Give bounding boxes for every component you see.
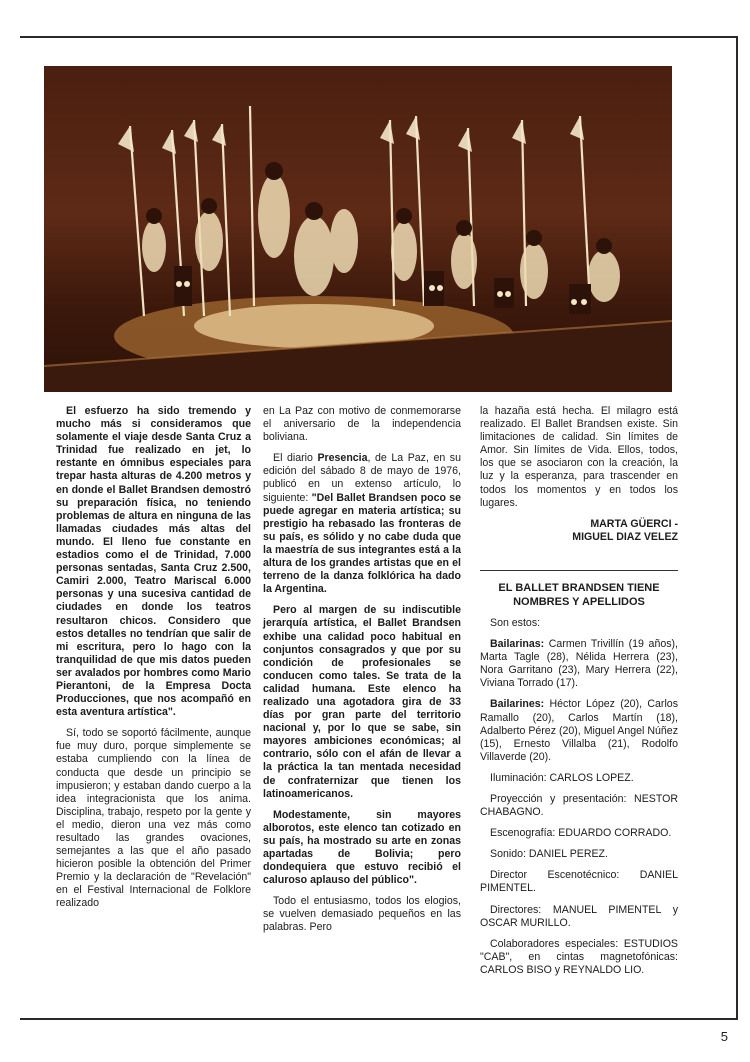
column2-paragraph-1: en La Paz con motivo de conmemorarse el aniversario de la independencia boliviana. (263, 405, 461, 444)
column2-paragraph-4: Modestamente, sin mayores alborotos, este elenco tan cotizado en su país, ha mostrado su arte en zonas apartadas de Bolivia; pero dondequiera que estuvo recibió el caluroso aplauso del público". (263, 808, 461, 887)
stage-photo-illustration (44, 66, 672, 392)
article-column-2 (263, 405, 461, 943)
female-dancers-list: Carmen Trivillín (19 años), Marta Tagle (28), Nélida Herrera (23), Nora Garritano (23), Mary Herrera (22), Viviana Torrado (17). (480, 638, 678, 690)
credit-collaborators: Colaboradores especiales: ESTUDIOS "CAB", en cintas magnetofónicas: CARLOS BISO y REYNALDO LIO. (480, 937, 678, 976)
credit-stage-director: Director Escenotécnico: DANIEL PIMENTEL. (480, 869, 678, 895)
column2-p2-middle: , de La Paz, en su edición del sábado 8 de mayo de 1976, publicó en un extenso artículo, lo siguiente: (263, 452, 461, 504)
column2-paragraph-5: Todo el entusiasmo, todos los elogios, se vuelven demasiado pequeños en las palabras. Pero (263, 895, 461, 934)
ballet-stage-photo (44, 66, 672, 392)
column2-p2-intro: El diario (273, 452, 318, 465)
male-dancers-label: Bailarines: (490, 698, 545, 711)
column2-paragraph-3: Pero al margen de su indiscutible jerarquía artística, el Ballet Brandsen exhibe una calidad poco habitual en conjuntos consagrados y que por su condición de profesionales se conducen como tales. Se trata de la calidad humana. Este elenco ha realizado una agotadora gira de 33 días por gran parte del territorio nacional y, por lo que se sabe, sin mayores ambiciones económicas; al contrario, sólo con el afán de llevar a la práctica la tan mentada necesidad de confraternizar que tienen los latinoamericanos. (263, 604, 461, 800)
article-column-1 (56, 405, 251, 919)
credit-directors: Directores: MANUEL PIMENTEL y OSCAR MURILLO. (480, 903, 678, 929)
credit-sound: Sonido: DANIEL PEREZ. (490, 848, 608, 861)
male-dancers (480, 698, 678, 763)
credit-scenography: Escenografía: EDUARDO CORRADO. (490, 827, 672, 840)
members-intro: Son estos: (490, 616, 541, 629)
column1-paragraph-2: Sí, todo se soportó fácilmente, aunque fue muy duro, porque simplemente se estaba cumpliendo con la línea de conducta que desde un principio se impusieron; y estaban dando cuerpo a la idea integracionista que los anima. Disciplina, trabajo, respeto por la gente y el medio, dieron una vez más como resultado las grandes ovaciones, semejantes a las que el año pasado hicieron posible la obtención del Primer Premio y la declaración de "Revelación" en el Festival Internacional de Folklore realizado (56, 727, 251, 910)
newspaper-name: Presencia (317, 452, 368, 465)
signature-line-1: MARTA GÜERCI - (590, 517, 678, 530)
section-subheading: EL BALLET BRANDSEN TIENE NOMBRES Y APELLIDOS (480, 570, 678, 609)
column2-paragraph-2 (263, 452, 461, 596)
column1-paragraph-1: El esfuerzo ha sido tremendo y mucho más si consideramos que solamente el viaje desde Santa Cruz a Trinidad fue realizado en jet, lo restante en ómnibus especiales para trepar hasta alturas de 4.200 metros y en donde el Ballet Brandsen demostró su preparación física, no teniendo problemas de altura en ninguna de las llamadas ciudades más altas del mundo. El lleno fue constante en estadios como el de Trinidad, 7.000 personas sentadas, Santa Cruz 2.500, Camiri 2.000, Teatro Mariscal 6.000 personas y una sucesiva cantidad de ciudades en donde los teatros resultaron chicos. Considero que estos detalles no tendrían que salir de mi escritura, pero lo hago con la tranquilidad de que mis datos pueden ser avalados por hombres como Mario Pierantoni, de la Empresa Docta Producciones, que nos acompañó en esta aventura artística". (56, 405, 251, 719)
credit-projection: Proyección y presentación: NESTOR CHABAGNO. (480, 792, 678, 819)
male-dancers-list: Héctor López (20), Carlos Ramallo (20), Carlos Martín (18), Adalberto Pérez (20), Miguel Angel Núñez (15), Ernesto Villalba (21), Rodolfo Villaverde (20). (480, 698, 678, 763)
column3-paragraph-1: la hazaña está hecha. El milagro está realizado. El Ballet Brandsen existe. Sin limitaciones de calidad. Sin límites de Amor. Sin límites de Vida. Ellos, todos, los que se asociaron con la creación, la luz y la esperanza, para trascender en todos los momentos y en todos los lugares. (480, 405, 678, 509)
female-dancers (480, 638, 678, 690)
signature-line-2: MIGUEL DIAZ VELEZ (572, 530, 678, 543)
page-number: 5 (720, 1029, 728, 1044)
article-column-3 (480, 405, 678, 985)
column2-quote-start: "Del Ballet Brandsen poco se puede agregar en materia artística; su prestigio ha rebasado las fronteras de su país, es sólido y no cabe duda que la maestría de sus integrantes está a la altura de los grandes artistas que en el terreno de la danza folklórica ha dado la Argentina. (263, 491, 461, 596)
author-signature (480, 518, 678, 544)
female-dancers-label: Bailarinas: (490, 638, 545, 651)
credit-lighting: Iluminación: CARLOS LOPEZ. (490, 771, 634, 784)
